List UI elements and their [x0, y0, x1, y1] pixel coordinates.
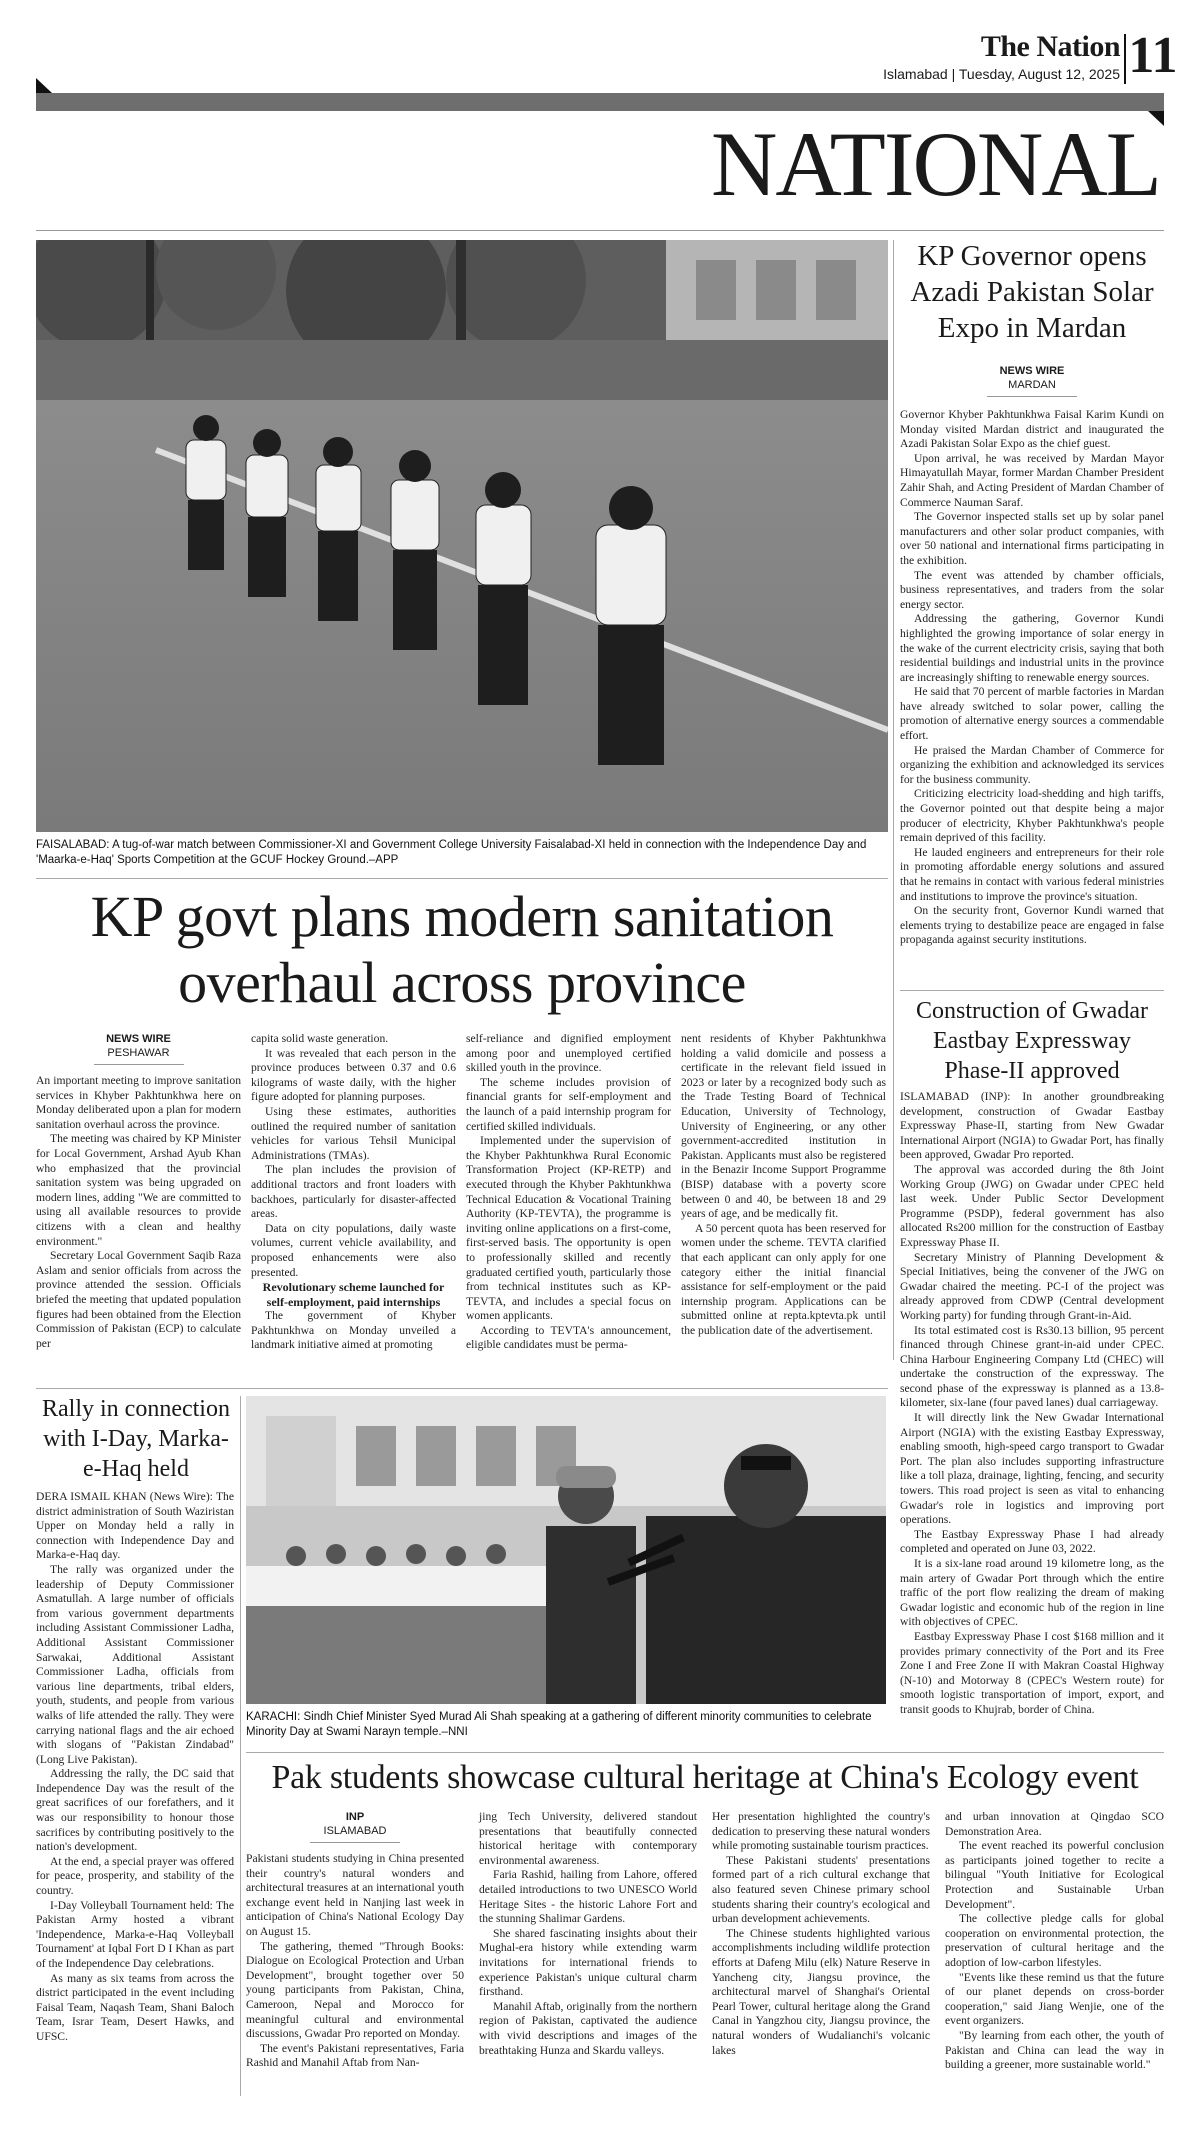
china-headline: Pak students showcase cultural heritage at China's Ecology event — [271, 1759, 1139, 1796]
china-paragraph: Faria Rashid, hailing from Lahore, offered detailed introductions to two UNESCO World Heritage Sites - the historic Lahore Fort and the stunning Shalimar Gardens. — [479, 1868, 697, 1926]
sanitation-col-1 — [36, 1074, 241, 1351]
sanitation-paragraph: capita solid waste generation. — [251, 1032, 389, 1045]
solar-paragraph: He lauded engineers and entrepreneurs for their role in promoting affordable energy solutions and assured that he remains in contact with various federal ministries and institutions to improve the province's situation. — [900, 845, 1164, 903]
rally-paragraph: As many as six teams from across the district participated in the event including Faisal Team, Naqash Team, Shani Baloch Team, Israr Team, Desert Hawks, and UFSC. — [36, 1971, 234, 2043]
gwadar-paragraph: Eastbay Expressway Phase I cost $168 million and it provides primary connectivity of the Port and its Free Zone I and Free Zone II with Makran Coastal Highway (N-10) and Motorway 8 (CPEC's Western route) for smooth logistic transportation of import, export, and transit goods to Khujrab, border of China. — [900, 1629, 1164, 1716]
china-paragraph: jing Tech University, delivered standout presentations that beautifully connected historical heritage with contemporary environmental awareness. — [479, 1810, 697, 1867]
sanitation-paragraph: It was revealed that each person in the province produces between 0.37 and 0.6 kilograms of waste daily, with the higher figure adopted for planning purposes. — [251, 1046, 456, 1104]
rule-under-sanitation — [36, 1388, 888, 1389]
solar-byline-source: NEWS WIRE — [999, 365, 1065, 377]
china-byline-place: ISLAMABAD — [323, 1825, 387, 1837]
sanitation-subhead: Revolutionary scheme launched for self-employment, paid internships — [262, 1280, 445, 1309]
china-paragraph: The event reached its powerful conclusion as participants joined together to recite a bilingual "Youth Initiative for Ecological Protection and Sustainable Urban Development". — [945, 1839, 1164, 1911]
sanitation-paragraph: The scheme includes provision of financial grants for self-employment and the launch of a paid internship program for certified skilled individuals. — [466, 1075, 671, 1133]
china-col-4 — [945, 1810, 1164, 2073]
solar-paragraph: Governor Khyber Pakhtunkhwa Faisal Karim Kundi on Monday visited Mardan district and inaugurated the Azadi Pakistan Solar Expo as the chief guest. — [900, 408, 1164, 451]
sanitation-col-4 — [681, 1032, 886, 1338]
karachi-illustration — [246, 1396, 886, 1704]
sanitation-paragraph: The plan includes the provision of additional tractors and front loaders with backhoes, particularly for disaster-affected areas. — [251, 1163, 456, 1221]
rule-rally-column — [240, 1396, 241, 2096]
karachi-photo-caption: KARACHI: Sindh Chief Minister Syed Murad Ali Shah speaking at a gathering of different minority communities to celebrate Minority Day at Swami Narayn temple.–NNI — [246, 1711, 872, 1738]
gwadar-paragraph: The Eastbay Expressway Phase I had already completed and operated on June 03, 2022. — [900, 1527, 1164, 1556]
china-paragraph: The gathering, themed "Through Books: Dialogue on Ecological Protection and Urban Development", brought together over 50 young participants from Pakistan, China, Cameroon, Nepal and Morocco for meaningful cultural and environmental discussions, Gwadar Pro reported on Monday. — [246, 1939, 464, 2041]
sanitation-col-3 — [466, 1032, 671, 1353]
corner-triangle-left — [36, 78, 52, 93]
rally-headline: Rally in connection with I-Day, Marka-e-Haq held — [42, 1396, 230, 1482]
gwadar-headline: Construction of Gwadar Eastbay Expressway Phase-II approved — [916, 998, 1148, 1084]
gwadar-body — [900, 1090, 1164, 1718]
sanitation-paragraph: A 50 percent quota has been reserved for women under the scheme. TEVTA clarified that each applicant can only apply for one category either the initial financial assistance for self-employment or the paid internship program. Applications can be submitted online at repta.kptevta.pk until the publication date of the advertisement. — [681, 1221, 886, 1337]
sanitation-paragraph: According to TEVTA's announcement, eligible candidates must be perma- — [466, 1323, 671, 1352]
sanitation-col-2 — [251, 1032, 456, 1353]
section-title: NATIONAL — [710, 113, 1160, 215]
page-number: 11 — [1128, 27, 1178, 84]
solar-headline: KP Governor opens Azadi Pakistan Solar Expo in Mardan — [910, 240, 1154, 344]
tug-of-war-photo — [36, 240, 888, 832]
gwadar-paragraph: Secretary Ministry of Planning Development & Special Initiatives, being the convener of the JWG on Gwadar chaired the meeting. PC-I of the project was already approved from CDWP (Central development Working party) for funding through Grant-in-Aid. — [900, 1250, 1164, 1322]
solar-paragraph: The event was attended by chamber officials, business representatives, and traders from the solar energy sector. — [900, 568, 1164, 611]
solar-paragraph: Addressing the gathering, Governor Kundi highlighted the growing importance of solar energy in the wake of the current electricity crisis, saying that both residential buildings and industrial units in the province are increasingly shifting to renewable energy sources. — [900, 612, 1164, 684]
china-paragraph: The collective pledge calls for global cooperation on environmental protection, the preservation of cultural heritage and the adoption of low-carbon lifestyles. — [945, 1912, 1164, 1969]
solar-paragraph: Criticizing electricity load-shedding and high tariffs, the Governor pointed out that despite being a major producer of electricity, Khyber Pakhtunkhwa's people remain deprived of this facility. — [900, 787, 1164, 845]
solar-paragraph: He said that 70 percent of marble factories in Mardan have already switched to solar power, calling the promotion of alternative energy sources a commendable effort. — [900, 685, 1164, 743]
top-photo-caption: FAISALABAD: A tug-of-war match between Commissioner-XI and Government College University Faisalabad-XI held in connection with the Independence Day and 'Maarka-e-Haq' Sports Competition at the GCUF Hockey Ground.–APP — [36, 839, 867, 866]
rule-under-top-photo — [36, 878, 888, 879]
solar-paragraph: He praised the Mardan Chamber of Commerce for organizing the exhibition and acknowledged its services for the business community. — [900, 743, 1164, 786]
sanitation-paragraph: The meeting was chaired by KP Minister for Local Government, Arshad Ayub Khan who emphasized that the provincial sanitation system was being upgraded on modern lines, adding "We are committed to using all available resources to provide citizens with a clean and healthy environment." — [36, 1132, 241, 1248]
rally-paragraph: DERA ISMAIL KHAN (News Wire): The district administration of South Waziristan Upper on Monday held a rally in connection with Independence Day and Marka-e-Haq day. — [36, 1490, 234, 1562]
rally-body — [36, 1490, 234, 2045]
china-paragraph: and urban innovation at Qingdao SCO Demonstration Area. — [945, 1810, 1164, 1838]
sanitation-paragraph: nent residents of Khyber Pakhtunkhwa holding a valid domicile and possess a certificate in the relevant field issued in 2023 or later by a recognized body such as the Trade Testing Board of Technical Education, University of Technology, University of Engineering, or any other government-accredited institution in Pakistan. Applicants must also be registered in the Benazir Income Support Programme (BISP) database with a poverty score between 0 and 40, be between 18 and 29 years of age, and be medically fit. — [681, 1032, 886, 1221]
solar-byline-rule — [987, 396, 1077, 397]
rally-paragraph: At the end, a special prayer was offered for peace, prosperity, and stability of the country. — [36, 1854, 234, 1898]
rally-paragraph: The rally was organized under the leadership of Deputy Commissioner Asmatullah. A large number of officials from various government departments including Assistant Commissioner Ladha, Additional Assistant Commissioner Sarwakai, Additional Assistant Commissioner Ladha, officials from various line departments, tribal elders, youth, students, and people from various walks of life attended the rally. They were carrying national flags and the air echoed with slogans of "Pakistan Zindabad" (Long Live Pakistan). — [36, 1562, 234, 1766]
china-paragraph: The event's Pakistani representatives, Faria Rashid and Manahil Aftab from Nan- — [246, 2041, 464, 2070]
china-paragraph: "By learning from each other, the youth of Pakistan and China can lead the way in building a greener, more sustainable world." — [945, 2028, 1164, 2072]
solar-body — [900, 408, 1164, 948]
china-paragraph: The Chinese students highlighted various accomplishments including wildlife protection efforts at Dafeng Milu (elk) Nature Reserve in Yancheng city, Jiangsu province, the architectural marvel of Shanghai's Oriental Pearl Tower, cultural heritage along the Grand Canal in Yangzhou city, Jiangsu province, the natural wonders of Wudalianchi's volcanic lakes — [712, 1926, 930, 2057]
sanitation-byline-source: NEWS WIRE — [106, 1033, 171, 1045]
top-grey-bar — [36, 93, 1164, 111]
solar-paragraph: The Governor inspected stalls set up by solar panel manufacturers and other solar product companies, with over 50 national and international firms participating in the exhibition. — [900, 510, 1164, 567]
sanitation-byline — [36, 1032, 241, 1071]
masthead-divider — [1124, 34, 1126, 84]
china-paragraph: She shared fascinating insights about their Mughal-era history while extending warm invitations for international friends to experience Pakistan's unique cultural charm firsthand. — [479, 1926, 697, 1999]
sanitation-byline-place: PESHAWAR — [107, 1047, 170, 1059]
solar-byline-place: MARDAN — [1008, 379, 1056, 391]
solar-paragraph: Upon arrival, he was received by Mardan Mayor Himayatullah Mayar, former Mardan Chamber President Zahir Shah, and Acting President of Mardan Chamber of Commerce Nauman Saraf. — [900, 451, 1164, 509]
sanitation-headline: KP govt plans modern sanitation overhaul across province — [90, 884, 834, 1015]
gwadar-paragraph: ISLAMABAD (INP): In another groundbreaking development, construction of Gwadar Eastbay Expressway Phase-II, starting from New Gwadar International Airport (NGIA) to Gwadar Port, has finally been approved, Gwadar Pro reported. — [900, 1090, 1164, 1162]
tug-of-war-illustration — [36, 240, 888, 832]
sanitation-paragraph: Implemented under the supervision of the Khyber Pakhtunkhwa Rural Economic Transformation Project (KP-RETP) and executed through the Khyber Pakhtunkhwa Technical Education & Vocational Training Authority (KP-TEVTA), the programme is inviting online applications on a first-come, first-served basis. The opportunity is open to professionally skilled and recently graduated certified youth, particularly those from technical institutes such as KP-TEVTA, and includes a special focus on women applicants. — [466, 1134, 671, 1323]
china-paragraph: Her presentation highlighted the country's dedication to preserving these natural wonders while promoting sustainable tourism practices. — [712, 1810, 930, 1853]
solar-byline — [900, 364, 1164, 403]
solar-paragraph: On the security front, Governor Kundi warned that elements trying to destabilize peace are engaged in false propaganda against security institutions. — [900, 904, 1164, 947]
sanitation-paragraph: self-reliance and dignified employment among poor and unemployed certified skilled youth in the province. — [466, 1032, 671, 1075]
rule-right-column — [893, 240, 894, 1360]
rally-paragraph: Addressing the rally, the DC said that Independence Day was the result of the great sacrifices of our forefathers, and it was our responsibility to honour those sacrifices by contributing positively to the nation's development. — [36, 1767, 234, 1854]
rule-above-china — [246, 1752, 1164, 1753]
china-byline-source: INP — [345, 1811, 365, 1823]
sanitation-paragraph: Secretary Local Government Saqib Raza Aslam and senior officials from across the province attended the session. Officials briefed the meeting that updated population figures had been obtained from the Election Commission of Pakistan (ECP) to calculate per — [36, 1249, 241, 1350]
gwadar-paragraph: Its total estimated cost is Rs30.13 billion, 95 percent financed through Chinese grant-in-aid under CPEC. China Harbour Engineering Company Ltd (CHEC) will undertake the construction of the expressway. The second phase of the expressway is planned as a 13.8-kilometer, six-lane (four paved lanes) dual carriageway. — [900, 1323, 1164, 1410]
sanitation-paragraph: An important meeting to improve sanitation services in Khyber Pakhtunkhwa here on Monday deliberated upon a plan for modern sanitation overhaul across the province. — [36, 1074, 241, 1131]
china-paragraph: "Events like these remind us that the future of our planet depends on cross-border cooperation," said Jiang Wenjie, one of the event organizers. — [945, 1970, 1164, 2028]
dateline: Islamabad | Tuesday, August 12, 2025 — [883, 66, 1120, 82]
rally-paragraph: I-Day Volleyball Tournament held: The Pakistan Army hosted a vibrant 'Independence, Marka-e-Haq Volleyball Tournament' at Iqbal Fort D I Khan as part of the Independence Day celebrations. — [36, 1898, 234, 1970]
china-paragraph: Manahil Aftab, originally from the northern region of Pakistan, captivated the audience with vivid descriptions and images of the breathtaking Hunza and Skardu valleys. — [479, 1999, 697, 2057]
paper-name: The Nation — [980, 30, 1120, 63]
china-byline-rule — [310, 1842, 400, 1843]
karachi-photo — [246, 1396, 886, 1704]
china-col-1 — [246, 1852, 464, 2071]
gwadar-paragraph: It will directly link the New Gwadar International Airport (NGIA) with the existing Eastbay Expressway, enabling smooth, high-speed cargo transport to Gwadar Port. The plan also includes supporting infrastructure like a toll plaza, drainage, lighting, fencing, and security towers. This road project is seen as vital to enhancing Gwadar's role in logistics and improving port operations. — [900, 1411, 1164, 1527]
china-paragraph: Pakistani students studying in China presented their country's natural wonders and architectural treasures at an international youth exchange event held in Nanjing last week in anticipation of China's National Ecology Day on August 15. — [246, 1852, 464, 1938]
gwadar-paragraph: The approval was accorded during the 8th Joint Working Group (JWG) on Gwadar under CPEC held last week. Under Public Sector Development Programme (PSDP), federal government has also allocated Rs200 million for the construction of Eastbay Expressway Phase II. — [900, 1162, 1164, 1249]
section-rule — [36, 230, 1164, 231]
china-col-3 — [712, 1810, 930, 2058]
china-byline — [246, 1810, 464, 1849]
sanitation-paragraph: The government of Khyber Pakhtunkhwa on Monday unveiled a landmark initiative aimed at promoting — [251, 1309, 456, 1352]
gwadar-paragraph: It is a six-lane road around 19 kilometre long, as the main artery of Gwadar Port through which the entire traffic of the port flow realizing the dream of making Gwadar logistic and economic hub of the region in line with objectives of CPEC. — [900, 1557, 1164, 1629]
china-paragraph: These Pakistani students' presentations formed part of a rich cultural exchange that also featured seven Chinese primary school students sharing their country's ecological and urban development achievements. — [712, 1853, 930, 1926]
sanitation-paragraph: Using these estimates, authorities outlined the required number of sanitation vehicles for various Tehsil Municipal Administrations (TMAs). — [251, 1104, 456, 1162]
china-col-2 — [479, 1810, 697, 2058]
sanitation-byline-rule — [94, 1064, 184, 1065]
rule-above-gwadar — [900, 990, 1164, 991]
sanitation-paragraph: Data on city populations, daily waste volumes, current vehicle availability, and proposed enhancements were also presented. — [251, 1221, 456, 1279]
